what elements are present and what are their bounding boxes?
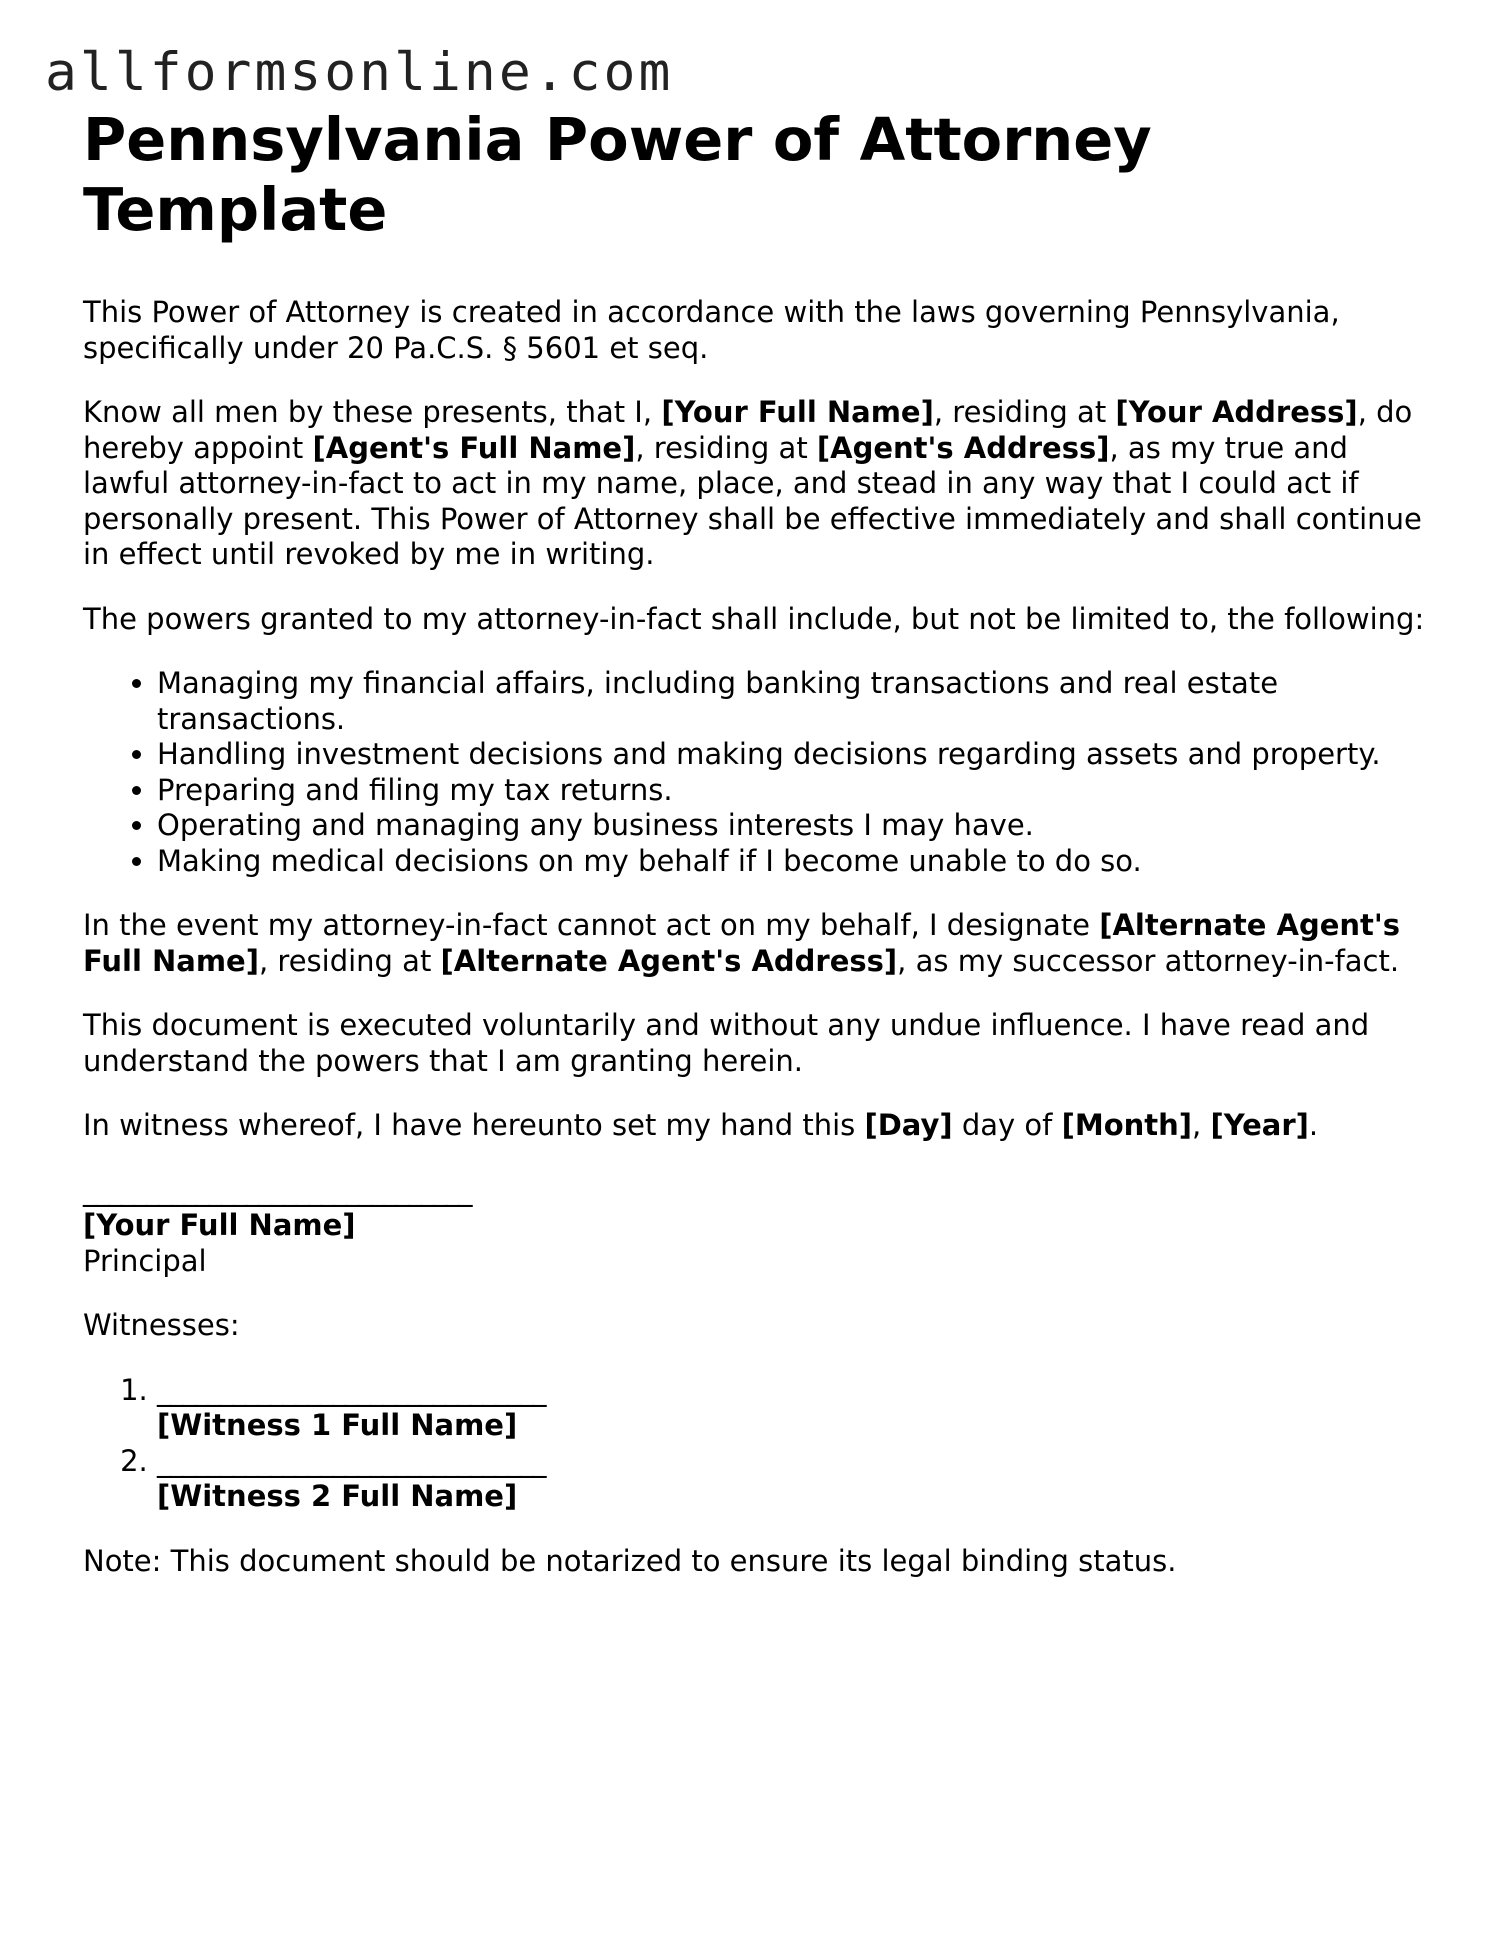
agent-address-placeholder: [Agent's Address] (816, 430, 1110, 465)
appointment-paragraph (83, 395, 1443, 573)
witness-signature-line: 2. _______________________________ (157, 1443, 545, 1478)
powers-intro-paragraph: The powers granted to my attorney-in-fact shall include, but not be limited to, the following: (83, 601, 1425, 636)
alternate-agent-name-placeholder: [Alternate Agent's Full Name] (83, 908, 1401, 978)
day-placeholder: [Day] (864, 1108, 953, 1142)
appointment-text-3: , do hereby appoint (83, 395, 1413, 465)
successor-text-1: In the event my attorney-in-fact cannot act on my behalf, I designate (83, 908, 1100, 942)
appointment-text-1: Know all men by these presents, that I, (83, 395, 662, 429)
principal-signature-line: _______________________________ (83, 1172, 471, 1207)
power-item: • Managing my financial affairs, including banking transactions and real estate transactions. (157, 666, 1443, 737)
document-body (83, 105, 1443, 1579)
witness-clause-text-2: day of (952, 1108, 1062, 1142)
successor-text-3: , as my successor attorney-in-fact. (897, 943, 1400, 978)
site-watermark: allformsonline.com (45, 42, 674, 103)
witness-clause-paragraph (83, 1108, 1443, 1144)
witnesses-list (83, 1373, 1443, 1515)
year-placeholder: [Year] (1210, 1108, 1309, 1142)
voluntary-paragraph: This document is executed voluntarily and without any undue influence. I have read and understand the powers that I am granting herein. (83, 1008, 1370, 1078)
witness-signature-line: 1. _______________________________ (157, 1372, 545, 1407)
principal-role: Principal (83, 1243, 207, 1278)
witness-name-placeholder: [Witness 1 Full Name] (157, 1408, 518, 1442)
witnesses-label: Witnesses: (83, 1308, 240, 1342)
witness-item (157, 1373, 1443, 1444)
witness-clause-text-3: , (1192, 1108, 1211, 1142)
alternate-agent-address-placeholder: [Alternate Agent's Address] (440, 943, 898, 978)
month-placeholder: [Month] (1061, 1108, 1193, 1142)
witness-clause-text-4: . (1308, 1108, 1319, 1142)
document-title: Pennsylvania Power of Attorney Template (83, 105, 1152, 244)
intro-paragraph: This Power of Attorney is created in accordance with the laws governing Pennsylvania, specifically under 20 Pa.C.S. § 5601 et seq. (83, 295, 1340, 365)
powers-list (83, 666, 1443, 879)
appointment-text-4: , residing at (635, 430, 817, 465)
power-item: • Handling investment decisions and making decisions regarding assets and property. (157, 737, 1443, 773)
power-item: • Making medical decisions on my behalf if I become unable to do so. (157, 844, 1443, 880)
successor-text-2: , residing at (258, 943, 441, 978)
agent-name-placeholder: [Agent's Full Name] (312, 430, 636, 465)
witness-name-placeholder: [Witness 2 Full Name] (157, 1479, 518, 1513)
principal-address-placeholder: [Your Address] (1115, 395, 1358, 429)
witness-clause-text-1: In witness whereof, I have hereunto set my hand this (83, 1108, 865, 1142)
appointment-text-2: , residing at (933, 395, 1116, 429)
principal-signature-block (83, 1173, 1443, 1280)
principal-name-signature (83, 1208, 1443, 1244)
notarization-note: Note: This document should be notarized to ensure its legal binding status. (83, 1543, 1177, 1578)
witness-item (157, 1444, 1443, 1515)
principal-name-placeholder: [Your Full Name] (661, 395, 934, 429)
power-item: • Operating and managing any business interests I may have. (157, 808, 1443, 844)
principal-name-bold: [Your Full Name] (83, 1208, 356, 1242)
power-item: • Preparing and filing my tax returns. (157, 773, 1443, 809)
successor-paragraph (83, 908, 1443, 979)
appointment-text-5: , as my true and lawful attorney-in-fact to act in my name, place, and stead in any way that I could act if personally present. This Power of Attorney shall be effective immediately and shall continue in effect until revoked by me in writing. (83, 430, 1422, 571)
